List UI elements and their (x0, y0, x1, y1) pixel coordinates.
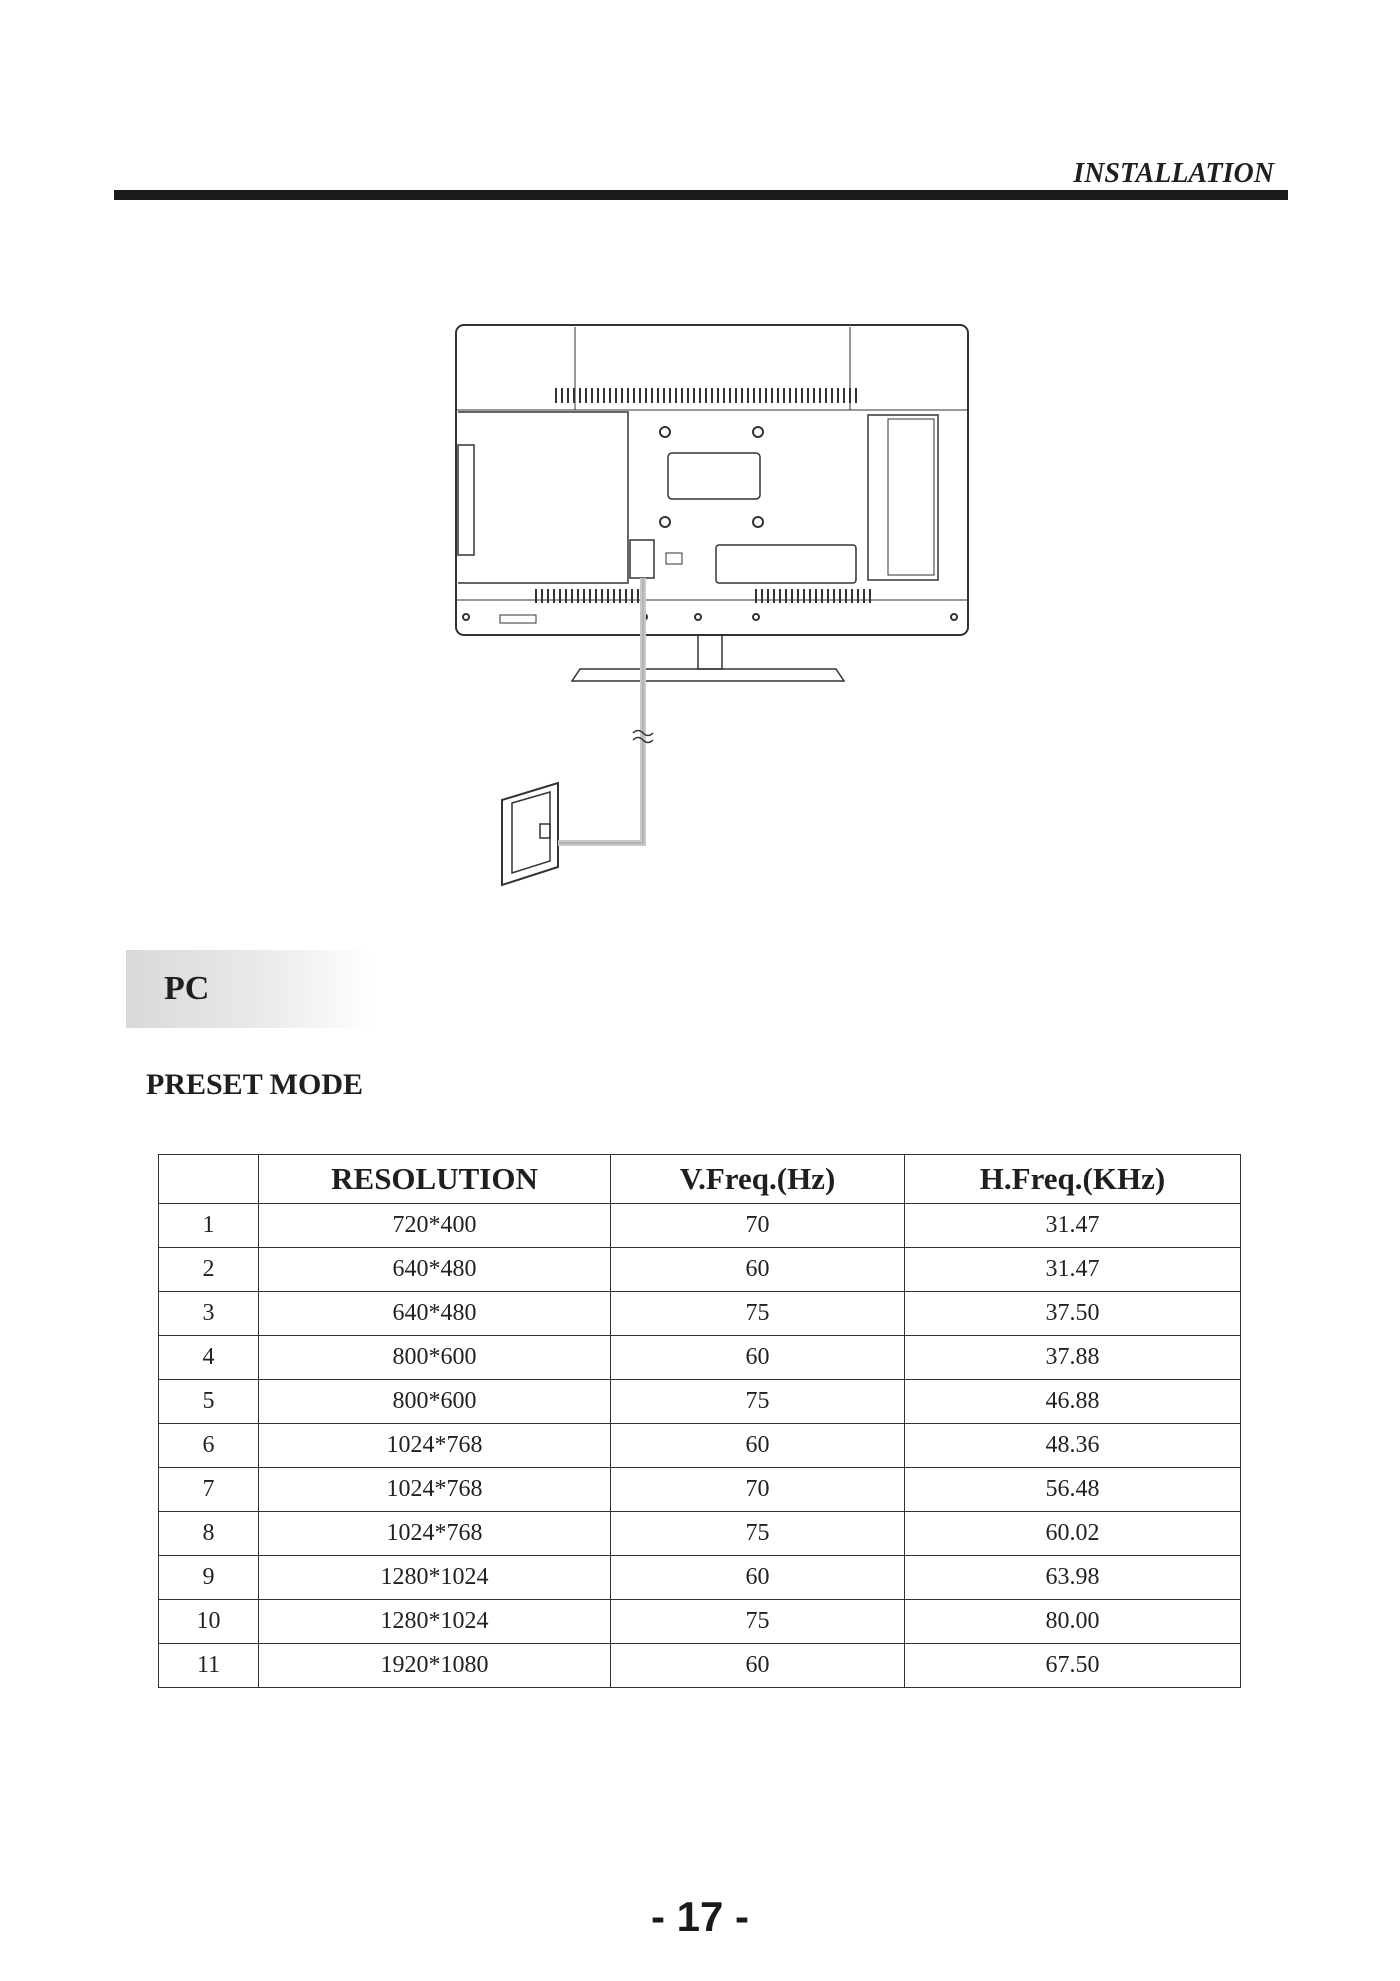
cell-vfreq: 70 (611, 1468, 905, 1512)
tv-stand-base (572, 669, 844, 681)
cell-hfreq: 37.88 (905, 1336, 1241, 1380)
cell-hfreq: 67.50 (905, 1644, 1241, 1688)
section-tab-label: PC (164, 970, 210, 1007)
cell-vfreq: 60 (611, 1556, 905, 1600)
tv-connection-diagram (440, 315, 980, 895)
tv-rear-housing (456, 325, 968, 635)
cell-vfreq: 75 (611, 1380, 905, 1424)
cell-vfreq: 75 (611, 1292, 905, 1336)
cell-index: 6 (159, 1424, 259, 1468)
cell-resolution: 720*400 (259, 1204, 611, 1248)
cell-index: 3 (159, 1292, 259, 1336)
cell-vfreq: 75 (611, 1600, 905, 1644)
header-rule (114, 190, 1288, 200)
header-resolution: RESOLUTION (259, 1155, 611, 1204)
table-row (159, 1292, 1241, 1336)
table-row (159, 1468, 1241, 1512)
section-tab (126, 950, 374, 1028)
table-row (159, 1512, 1241, 1556)
table-row (159, 1204, 1241, 1248)
cell-resolution: 640*480 (259, 1292, 611, 1336)
cell-vfreq: 70 (611, 1204, 905, 1248)
cell-index: 9 (159, 1556, 259, 1600)
cell-vfreq: 60 (611, 1248, 905, 1292)
cell-index: 2 (159, 1248, 259, 1292)
cell-resolution: 1024*768 (259, 1424, 611, 1468)
cell-index: 5 (159, 1380, 259, 1424)
cell-vfreq: 75 (611, 1512, 905, 1556)
power-port (630, 540, 654, 578)
tv-stand-neck (698, 635, 722, 669)
cell-index: 1 (159, 1204, 259, 1248)
cell-resolution: 800*600 (259, 1380, 611, 1424)
cell-index: 7 (159, 1468, 259, 1512)
table-row (159, 1424, 1241, 1468)
cell-hfreq: 80.00 (905, 1600, 1241, 1644)
cell-resolution: 640*480 (259, 1248, 611, 1292)
table-row (159, 1556, 1241, 1600)
cell-resolution: 1024*768 (259, 1468, 611, 1512)
preset-mode-heading: PRESET MODE (146, 1068, 363, 1101)
cell-vfreq: 60 (611, 1644, 905, 1688)
cell-hfreq: 31.47 (905, 1248, 1241, 1292)
cell-resolution: 1920*1080 (259, 1644, 611, 1688)
cell-hfreq: 46.88 (905, 1380, 1241, 1424)
preset-mode-table (158, 1154, 1241, 1688)
section-title: INSTALLATION (1073, 158, 1274, 189)
cell-hfreq: 48.36 (905, 1424, 1241, 1468)
cell-hfreq: 31.47 (905, 1204, 1241, 1248)
table-header-row (159, 1155, 1241, 1204)
cell-index: 10 (159, 1600, 259, 1644)
cell-resolution: 1280*1024 (259, 1556, 611, 1600)
cell-hfreq: 56.48 (905, 1468, 1241, 1512)
cell-hfreq: 63.98 (905, 1556, 1241, 1600)
cell-resolution: 1024*768 (259, 1512, 611, 1556)
table-row (159, 1336, 1241, 1380)
header-hfreq: H.Freq.(KHz) (905, 1155, 1241, 1204)
cell-vfreq: 60 (611, 1424, 905, 1468)
cell-resolution: 1280*1024 (259, 1600, 611, 1644)
header-vfreq: V.Freq.(Hz) (611, 1155, 905, 1204)
page-number: - 17 - (650, 1893, 750, 1940)
power-cable (558, 578, 643, 843)
cell-index: 4 (159, 1336, 259, 1380)
cell-hfreq: 37.50 (905, 1292, 1241, 1336)
cell-hfreq: 60.02 (905, 1512, 1241, 1556)
cell-vfreq: 60 (611, 1336, 905, 1380)
cell-index: 11 (159, 1644, 259, 1688)
table-row (159, 1600, 1241, 1644)
table-row (159, 1644, 1241, 1688)
header-index (159, 1155, 259, 1204)
table-row (159, 1248, 1241, 1292)
cell-resolution: 800*600 (259, 1336, 611, 1380)
table-row (159, 1380, 1241, 1424)
cell-index: 8 (159, 1512, 259, 1556)
